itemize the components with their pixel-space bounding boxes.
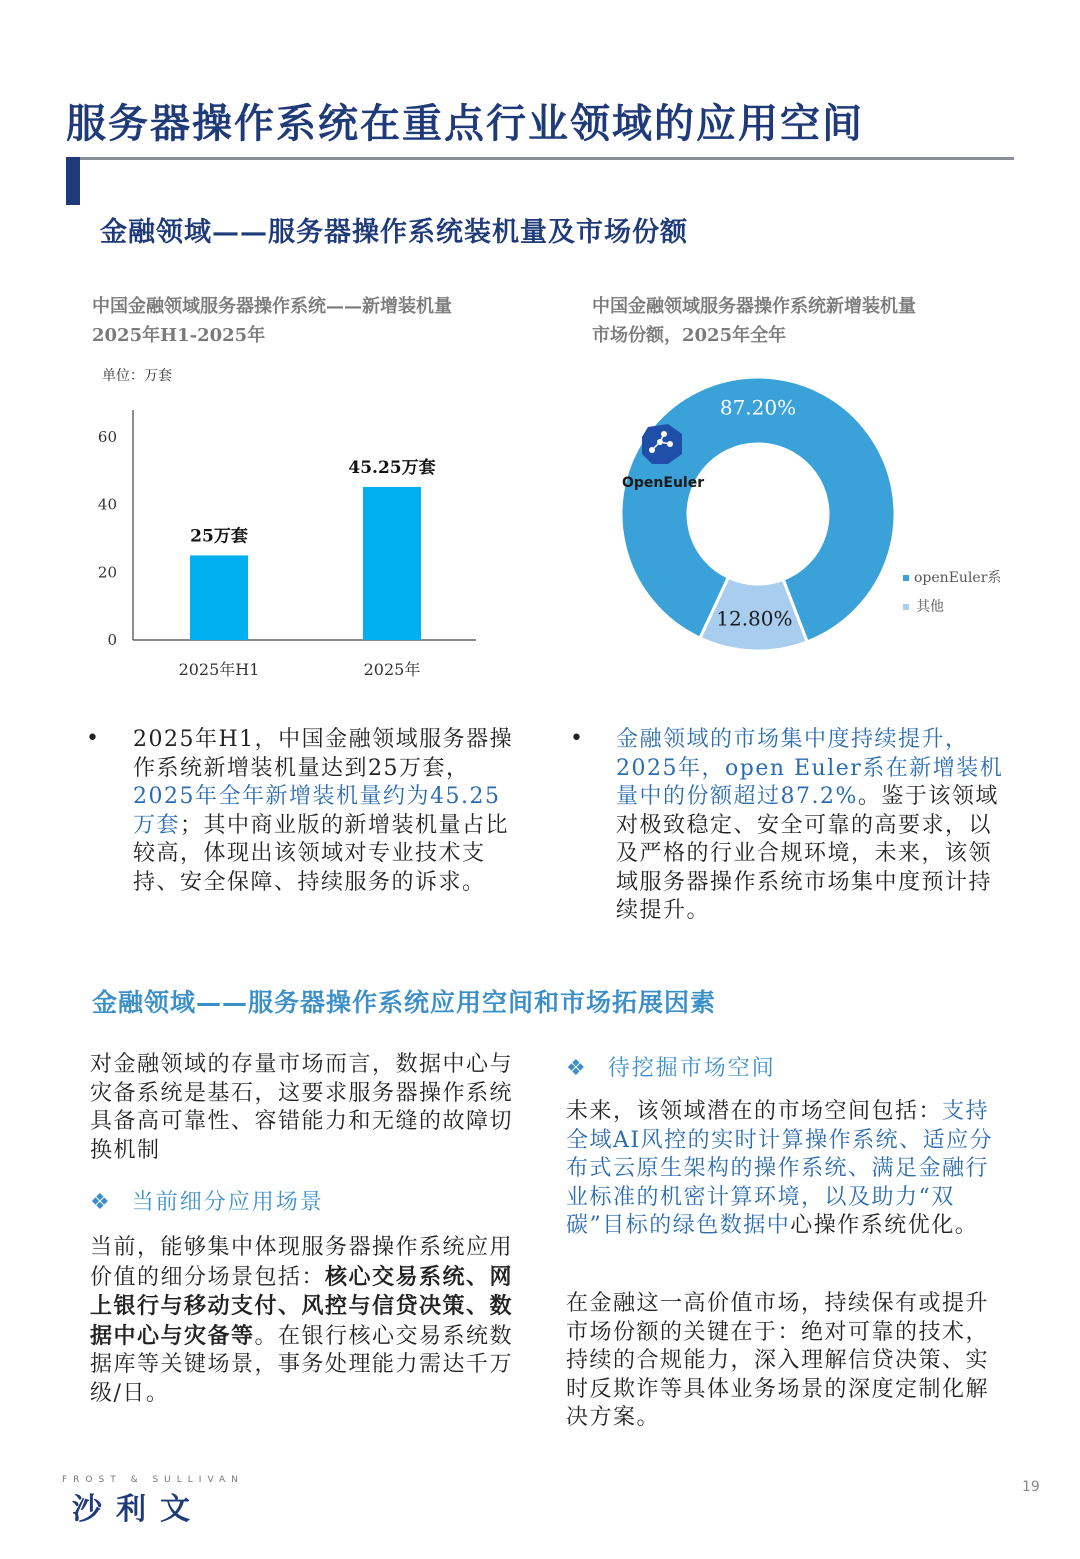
- right-paragraph1-end: 心操作系统优化。: [790, 1213, 979, 1238]
- y-tick-label: 60: [97, 428, 117, 447]
- page-title: 服务器操作系统在重点行业领域的应用空间: [66, 100, 864, 147]
- bullet-left-part1: 2025年H1，中国金融领域服务器操作系统新增装机量达到25万套，: [133, 727, 514, 781]
- bar-chart-unit: 单位：万套: [102, 368, 172, 384]
- page-number: 19: [1022, 1479, 1040, 1495]
- bullet-right-dot: •: [570, 726, 583, 751]
- title-divider: [66, 157, 1014, 160]
- bar-chart-caption: [92, 292, 452, 350]
- section2-right-paragraph1: [566, 1098, 1011, 1241]
- bar-chart-caption-line2: 2025年H1-2025年: [92, 325, 266, 346]
- section2-left-paragraph: [90, 1234, 530, 1408]
- bullet-right-part2: 。鉴于该领域对极致稳定、安全可靠的高要求，以及严格的行业合规环境，未来，该领域服务器操作系统市场集中度预计持续提升。: [616, 784, 999, 923]
- legend-swatch-other: [903, 604, 909, 610]
- bullet-right-highlight: 金融领域的市场集中度持续提升，2025年，open Euler系在新增装机量中的份额超过87.2%: [616, 727, 1004, 809]
- donut-chart-caption: [592, 292, 916, 350]
- legend-swatch-openeuler: [903, 575, 909, 581]
- bullet-left-text: [133, 726, 523, 897]
- legend-label-other: 其他: [916, 599, 944, 615]
- subheading-potential-market-label: 待挖掘市场空间: [607, 1056, 776, 1081]
- bullet-left-dot: •: [86, 726, 99, 751]
- section-heading-expansion: 金融领域——服务器操作系统应用空间和市场拓展因素: [92, 988, 717, 1017]
- y-tick-label: 0: [107, 631, 117, 649]
- section-heading-market-share: 金融领域——服务器操作系统装机量及市场份额: [100, 217, 688, 248]
- right-paragraph1-highlight: 支持全域AI风控的实时计算操作系统、适应分布式云原生架构的操作系统、满足金融行业标准的机密计算环境，以及助力“双碳”目标的绿色数据中: [566, 1099, 994, 1238]
- legend-label-openeuler: openEuler系: [914, 570, 1002, 586]
- bar-data-label: 45.25万套: [348, 457, 436, 478]
- donut-chart-caption-line2: 市场份额，2025年全年: [592, 325, 787, 346]
- left-paragraph-end: 。在银行核心交易系统数据库等关键场景，事务处理能力需达千万级/日。: [90, 1323, 514, 1406]
- bar-chart: [80, 395, 500, 695]
- bar-data-label: 25万套: [190, 526, 248, 547]
- title-accent-bar: [66, 157, 80, 205]
- subheading-potential-market: [566, 1051, 776, 1082]
- bullet-left-highlight: 2025年全年新增装机量约为45.25万套: [133, 784, 501, 838]
- x-tick-label: 2025年: [363, 660, 421, 679]
- donut-chart: [600, 370, 1040, 670]
- bar-chart-caption-line1: 中国金融领域服务器操作系统——新增装机量: [92, 296, 452, 317]
- openeuler-logo-text: OpenEuler: [622, 475, 705, 491]
- y-tick-label: 40: [97, 495, 117, 514]
- diamond-bullet-icon: ❖: [90, 1190, 112, 1215]
- bar: [190, 555, 248, 640]
- bar: [363, 487, 421, 640]
- subheading-current-scenarios: [90, 1185, 324, 1216]
- left-paragraph-intro: 当前，能够集中体现服务器操作系统应用价值的细分场景包括：: [90, 1235, 514, 1290]
- footer-brand-logo: 沙利文: [72, 1492, 204, 1527]
- donut-label-other: 12.80%: [716, 606, 793, 631]
- diamond-bullet-icon: ❖: [566, 1056, 588, 1081]
- y-tick-label: 20: [97, 563, 117, 582]
- section2-right-paragraph2: 在金融这一高价值市场，持续保有或提升市场份额的关键在于：绝对可靠的技术，持续的合规能力，深入理解信贷决策、实时反欺诈等具体业务场景的深度定制化解决方案。: [566, 1291, 990, 1430]
- bullet-right-text: [616, 726, 1008, 926]
- donut-chart-caption-line1: 中国金融领域服务器操作系统新增装机量: [592, 296, 916, 317]
- left-paragraph-bold: 核心交易系统、网上银行与移动支付、风控与信贷决策、数据中心与灾备等: [90, 1263, 514, 1349]
- right-paragraph1-intro: 未来，该领域潜在的市场空间包括：: [566, 1099, 943, 1124]
- subheading-current-scenarios-label: 当前细分应用场景: [131, 1190, 324, 1215]
- donut-label-openeuler: 87.20%: [719, 395, 797, 420]
- footer-brand-en: FROST & SULLIVAN: [62, 1475, 244, 1485]
- donut-legend: [903, 570, 1001, 615]
- x-tick-label: 2025年H1: [178, 660, 260, 679]
- section2-left-intro: 对金融领域的存量市场而言，数据中心与灾备系统是基石，这要求服务器操作系统具备高可靠性、容错能力和无缝的故障切换机制: [90, 1052, 514, 1163]
- bullet-left-part3: ；其中商业版的新增装机量占比较高，体现出该领域对专业技术支持、安全保障、持续服务的诉求。: [133, 812, 510, 895]
